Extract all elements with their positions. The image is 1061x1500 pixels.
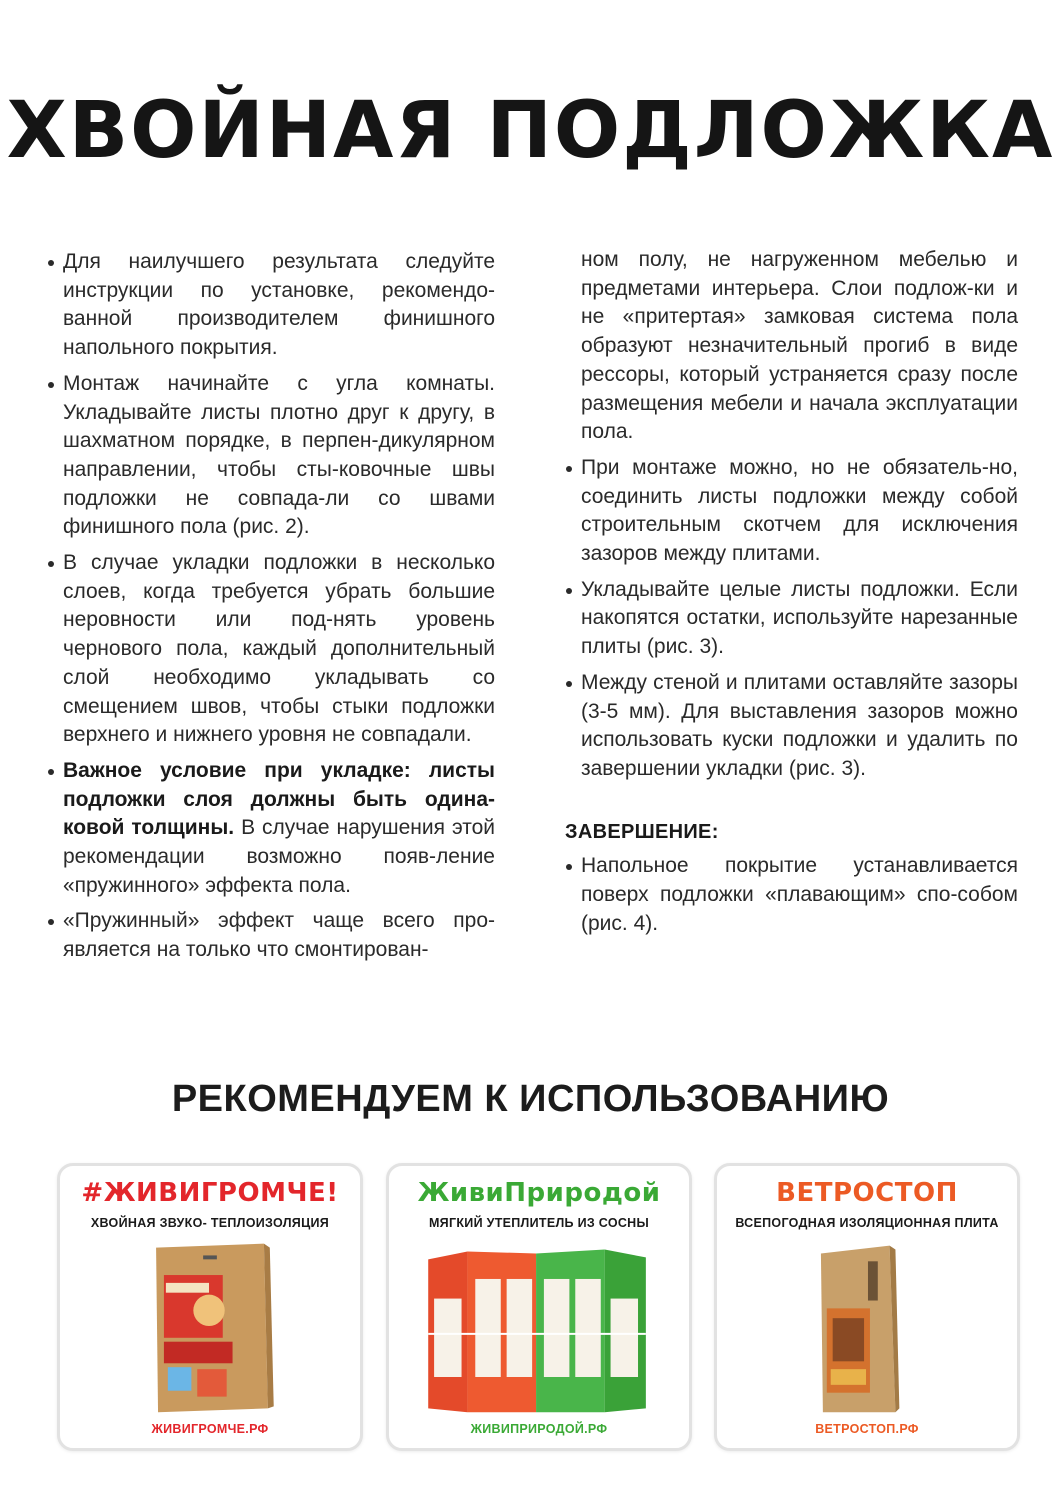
important-note-bold: Важное условие при укладке: листы подложки слоя должны быть одина-ковой толщины.	[63, 758, 495, 840]
card-link[interactable]: ЖИВИПРИРОДОЙ.РФ	[470, 1422, 608, 1436]
page-title: ХВОЙНАЯ ПОДЛОЖКА	[6, 86, 1055, 176]
product-image-board	[60, 1238, 360, 1416]
card-subtitle: МЯГКИЙ УТЕПЛИТЕЛЬ ИЗ СОСНЫ	[428, 1216, 650, 1230]
list-item: Укладывайте целые листы подложки. Если накопятся остатки, используйте нарезанные плиты (рис. 3).	[563, 576, 1018, 662]
list-item: При монтаже можно, но не обязатель-но, соединить листы подложки между собой строительным скотчем для исключения зазоров между плитами.	[563, 454, 1018, 569]
brand-logo: ЖивиПриродой	[417, 1178, 661, 1208]
product-image-packs	[389, 1238, 689, 1416]
card-link[interactable]: ВЕТРОСТОП.РФ	[815, 1422, 919, 1436]
important-note	[45, 757, 495, 901]
left-column	[45, 248, 495, 972]
list-item: «Пружинный» эффект чаще всего про-является на только что смонтирован-	[45, 907, 495, 964]
list-item-continuation: ном полу, не нагруженном мебелью и предметами интерьера. Слои подлож-ки и не «притертая» замковая система пола образуют незначительный прогиб в виде рессоры, который устраняется сразу после размещения мебели и начала эксплуатации пола.	[581, 248, 1018, 444]
list-item: Между стеной и плитами оставляйте зазоры (3-5 мм). Для выставления зазоров можно использовать куски подложки и удалить по завершении укладки (рис. 3).	[563, 669, 1018, 784]
brand-logo: ВЕТРОСТОП	[776, 1178, 958, 1208]
card-subtitle: ХВОЙНАЯ ЗВУКО- ТЕПЛОИЗОЛЯЦИЯ	[90, 1216, 330, 1230]
product-image-plate	[717, 1238, 1017, 1416]
brand-logo: #ЖИВИГРОМЧЕ!	[81, 1178, 339, 1208]
card-link[interactable]: ЖИВИГРОМЧЕ.РФ	[151, 1422, 269, 1436]
product-card-zhivigromche[interactable]	[57, 1163, 363, 1451]
list-item: В случае укладки подложки в несколько слоев, когда требуется убрать большие неровности или под-нять уровень чернового пола, каждый дополнительный слой необходимо укладывать со смещением швов, чтобы стыки подложки верхнего и нижнего уровня не совпадали.	[45, 549, 495, 750]
recommend-heading: РЕКОМЕНДУЕМ К ИСПОЛЬЗОВАНИЮ	[171, 1078, 890, 1120]
list-item: Напольное покрытие устанавливается поверх подложки «плавающим» спо-собом (рис. 4).	[563, 852, 1018, 938]
list-item: Монтаж начинайте с угла комнаты. Укладывайте листы плотно друг к другу, в шахматном порядке, в перпен-дикулярном направлении, чтобы сты-ковочные швы подложки не совпада-ли со швами финишного пола (рис. 2).	[45, 370, 495, 542]
product-card-vetrostop[interactable]	[714, 1163, 1020, 1451]
right-column	[563, 246, 1018, 945]
product-card-zhiviprirodoy[interactable]	[386, 1163, 692, 1451]
completion-heading: ЗАВЕРШЕНИЕ:	[565, 820, 719, 843]
list-item: Для наилучшего результата следуйте инструкции по установке, рекомендо-ванной производителем финишного напольного покрытия.	[45, 248, 495, 363]
important-note-rest: В случае нарушения этой рекомендации возможно появ-ление «пружинного» эффекта пола.	[63, 816, 496, 897]
card-subtitle: ВСЕПОГОДНАЯ ИЗОЛЯЦИОННАЯ ПЛИТА	[735, 1216, 999, 1230]
